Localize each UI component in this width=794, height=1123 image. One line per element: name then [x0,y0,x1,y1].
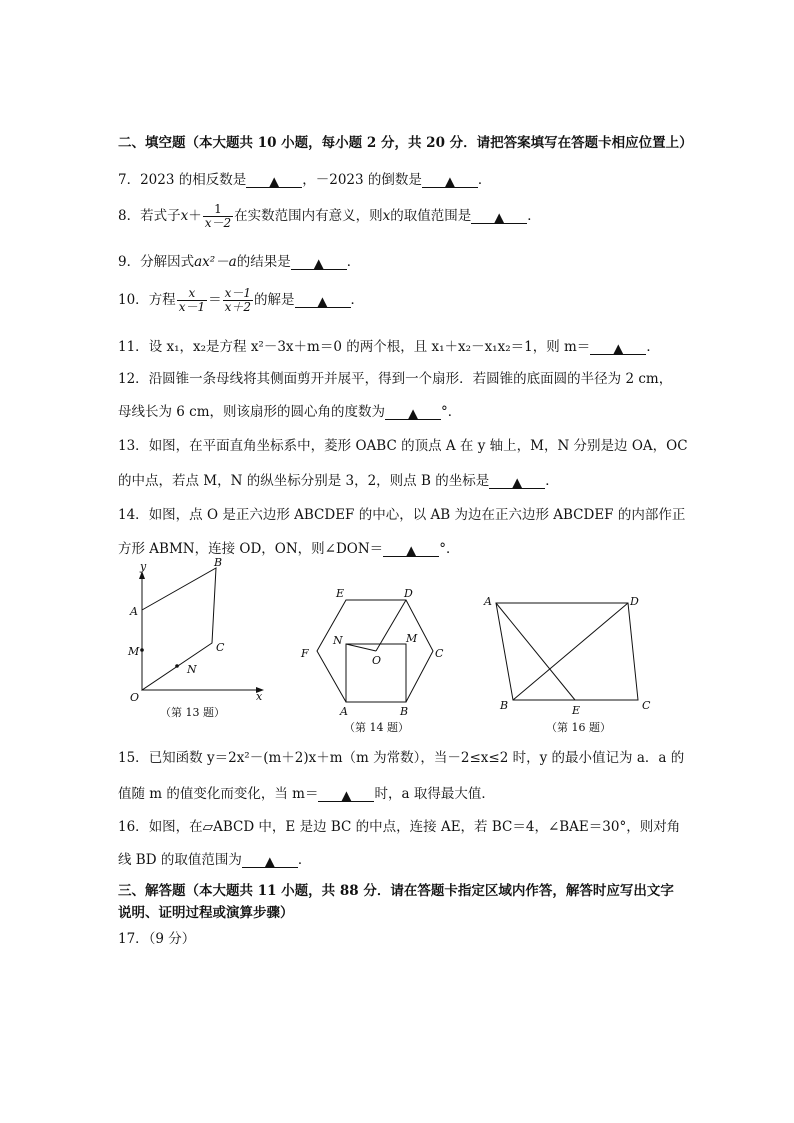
question-7 [118,171,491,189]
question-15-line-2 [118,785,495,803]
triangle-icon: ▲ [313,256,324,272]
triangle-icon: ▲ [405,543,417,559]
q7-text-b: ，－2023 的倒数是 [302,172,422,188]
q8-var-x: x [180,208,189,224]
q15-text-2a: 值随 m 的值变化而变化，当 m＝ [118,786,319,802]
triangle-icon: ▲ [269,174,280,190]
q14-number: 14． [118,507,149,523]
q8-plus: ＋ [188,208,202,224]
label-n: N [333,634,343,647]
triangle-icon: ▲ [444,174,456,190]
q8-end: ． [527,208,541,224]
q15-number: 15． [118,750,149,766]
q12-text-1: 沿圆锥一条母线将其侧面剪开并展平，得到一个扇形．若圆锥的底面圆的半径为 2 cm， [148,371,673,387]
segment-ae [496,603,575,700]
q16-end: ． [297,852,312,868]
label-c: C [642,699,651,712]
q8-text-a: 若式子 [140,208,181,224]
q8-text-c: 的取值范围是 [390,208,472,224]
rhombus-oabc [142,568,216,690]
q7-end: ． [477,172,492,188]
segment-on [346,644,376,651]
q8-var-x2: x [382,208,391,224]
q9-end: ． [346,254,361,270]
triangle-icon: ▲ [407,406,419,422]
question-17: 17．（9 分） [118,931,196,947]
q11-text: 设 x₁，x₂是方程 x²－3x＋m＝0 的两个根，且 x₁＋x₂－x₁x₂＝1，则 m＝ [148,339,591,355]
figure-13 [120,555,280,725]
answer-blank[interactable] [489,474,545,489]
q10-number: 10． [118,292,149,308]
section-3-header-line-2: 说明、证明过程或演算步骤） [118,905,294,921]
q12-end: °． [441,404,462,420]
figure-16-caption: （第 16 题） [546,721,611,734]
q11-end: ． [646,339,660,355]
q12-text-2: 母线长为 6 cm，则该扇形的圆心角的度数为 [118,404,386,420]
q12-number: 12． [118,371,149,387]
answer-blank[interactable] [291,255,347,270]
question-15-line-1 [118,749,684,767]
label-b: B [214,556,223,569]
answer-blank[interactable] [246,173,302,188]
q8-number: 8． [118,208,141,224]
label-a: A [484,595,492,608]
parallelogram-abcd [496,603,638,700]
label-b: B [400,705,409,718]
q10-text-b: 的解是 [254,292,295,308]
figure-16 [478,588,668,738]
question-16-line-2 [118,851,311,869]
label-x: x [256,690,263,703]
q16-text-1: 如图，在▱ABCD 中，E 是边 BC 的中点，连接 AE，若 BC＝4，∠BAE＝30°，则对角 [148,819,681,835]
label-c: C [216,641,225,654]
q16-text-2: 线 BD 的取值范围为 [118,852,242,868]
triangle-icon: ▲ [317,294,328,310]
triangle-icon: ▲ [494,210,505,226]
triangle-icon: ▲ [341,788,352,804]
q9-number: 9． [118,254,141,270]
q10-end: ． [350,292,364,308]
question-16-line-1 [118,818,680,836]
answer-blank[interactable] [471,209,527,224]
q9-text-b: 的结果是 [236,254,291,270]
q9-expr: ax²－a [194,254,237,270]
q10-fraction-1 [177,287,207,314]
answer-blank[interactable] [422,173,478,188]
segment-od [376,600,406,651]
answer-blank[interactable] [590,340,646,355]
question-11 [118,338,660,356]
answer-blank[interactable] [242,853,298,868]
label-c: C [435,647,444,660]
label-b: B [500,699,509,712]
q13-text-1: 如图，在平面直角坐标系中，菱形 OABC 的顶点 A 在 y 轴上，M，N 分别是边 OA，OC [148,438,688,454]
question-10 [118,287,364,314]
label-m: M [128,645,140,658]
q8-frac-num: 1 [203,203,233,217]
label-m: M [406,632,418,645]
q7-text-a: 2023 的相反数是 [140,172,247,188]
q14-text-1: 如图，点 O 是正六边形 ABCDEF 的中心，以 AB 为边在正六边形 ABCDEF 的内部作正 [148,507,686,523]
q8-frac-den: x－2 [204,216,232,230]
q10-eq: ＝ [208,292,222,308]
answer-blank[interactable] [318,787,374,802]
q10-f2-num: x－1 [224,286,251,300]
q10-fraction-2 [223,287,253,314]
figure-13-caption: （第 13 题） [160,706,225,719]
q14-end: °． [439,541,460,557]
label-a: A [340,705,348,718]
triangle-icon: ▲ [264,854,276,870]
q7-number: 7． [118,172,141,188]
question-13-line-1 [118,437,688,455]
point-m [140,648,144,652]
q15-text-1: 已知函数 y＝2x²－(m＋2)x＋m（m 为常数），当－2≤x≤2 时，y 的最小值记为 a．a 的 [148,750,685,766]
label-y: y [140,560,147,573]
q15-text-2b: 时，a 取得最大值． [374,786,495,802]
answer-blank[interactable] [385,405,441,420]
label-e: E [336,587,345,600]
question-12-line-2 [118,403,461,421]
point-n [175,664,179,668]
q8-fraction [203,203,233,230]
question-13-line-2 [118,472,559,490]
label-d: D [404,587,413,600]
label-e: E [572,704,581,717]
question-12-line-1 [118,370,672,388]
q11-number: 11． [118,339,149,355]
answer-blank[interactable] [295,293,351,308]
q10-f1-num: x [177,287,207,301]
answer-blank[interactable] [383,542,439,557]
q10-f1-den: x－1 [178,300,206,314]
square-abmn [346,644,406,702]
figure-14-caption: （第 14 题） [344,721,409,734]
label-f: F [301,647,309,660]
q14-text-2: 方形 ABMN，连接 OD，ON，则∠DON＝ [118,541,384,557]
triangle-icon: ▲ [613,341,624,357]
q13-number: 13． [118,438,149,454]
q8-text-b: 在实数范围内有意义，则 [234,208,383,224]
q16-number: 16． [118,819,149,835]
label-n: N [187,663,197,676]
figure-14 [296,580,456,740]
q10-text-a: 方程 [148,292,176,308]
question-14-line-1 [118,506,685,524]
label-d: D [630,595,639,608]
q10-f2-den: x＋2 [224,300,251,314]
question-9 [118,253,360,271]
question-8 [118,203,541,230]
q13-end: ． [545,473,559,489]
diagonal-bd [513,603,628,700]
label-o: O [372,654,382,667]
section-2-header: 二、填空题（本大题共 10 小题，每小题 2 分，共 20 分．请把答案填写在答题卡相应位置上） [118,135,693,151]
section-3-header-line-1: 三、解答题（本大题共 11 小题，共 88 分．请在答题卡指定区域内作答，解答时应写出文字 [118,883,674,899]
triangle-icon: ▲ [512,475,523,491]
q9-text-a: 分解因式 [140,254,195,270]
q13-text-2: 的中点，若点 M，N 的纵坐标分别是 3，2，则点 B 的坐标是 [118,473,490,489]
label-a: A [130,605,138,618]
label-o: O [130,691,140,704]
